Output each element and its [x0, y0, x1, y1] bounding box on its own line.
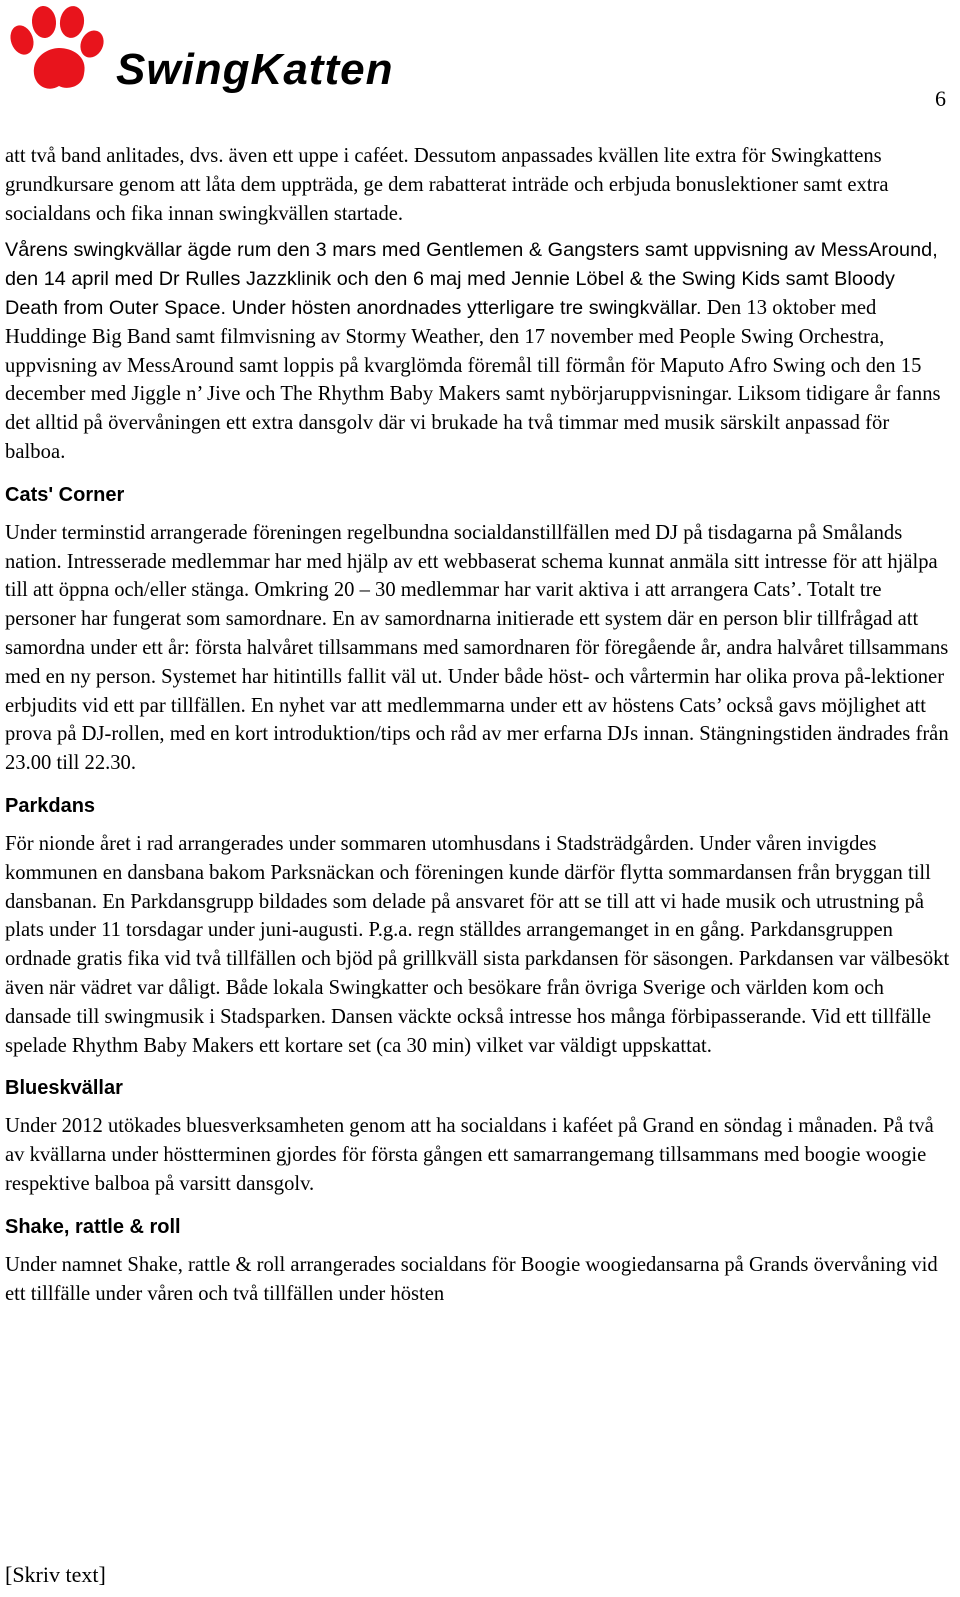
swing-nights-part-b: Den 13 oktober med Huddinge Big Band samt filmvisning av Stormy Weather, den 17 november med People Swing Orchestra, uppvisning av MessAround samt loppis på kvarglömda föremål till förmån för Maputo Afro Swing och den 15 december med Jiggle n’ Jive och The Rhythm Baby Makers samt nybörjaruppvisningar. Liksom tidigare år fanns det alltid på övervåningen ett extra dansgolv där vi brukade ha två timmar med musik särskilt anpassad för balboa.	[5, 296, 941, 463]
swing-nights-part-a: Vårens swingkvällar ägde rum den 3 mars med Gentlemen & Gangsters samt uppvisning av MessAround, den 14 april med Dr Rulles Jazzklinik och den 6 maj med Jennie Löbel & the Swing Kids samt Bloody Death from Outer Space. Under hösten anordnades ytterligare tre swingkvällar.	[5, 239, 938, 319]
swing-nights-paragraph	[5, 236, 950, 466]
page-header	[0, 0, 960, 111]
section-body-shake-rattle-roll: Under namnet Shake, rattle & roll arrangerades socialdans för Boogie woogiedansarna på Grands övervåning vid ett tillfälle under våren och två tillfällen under hösten	[5, 1253, 938, 1305]
section-body-parkdans: För nionde året i rad arrangerades under sommaren utomhusdans i Stadsträdgården. Under våren invigdes kommunen en dansbana bakom Parksnäckan och föreningen kunde därför flytta sommardansen från bryggan till dansbanan. En Parkdansgrupp bildades som delade på ansvaret för att se till att vi hade musik och utrustning på plats under 11 torsdagar under juni-augusti. P.g.a. regn ställdes arrangemanget in en gång. Parkdansgruppen ordnade gratis fika vid två tillfällen och bjöd på grillkväll sista parkdansen för säsongen. Parkdansen var välbesökt även när vädret var dåligt. Både lokala Swingkatter och besökare från övriga Sverige och världen kom och dansade till swingmusik i Stadsparken. Dansen väckte också intresse hos många förbipasserande. Vid ett tillfälle spelade Rhythm Baby Makers ett kortare set (ca 30 min) vilket var väldigt uppskattat.	[5, 832, 950, 1057]
document-body	[5, 142, 950, 1316]
intro-paragraph: att två band anlitades, dvs. även ett uppe i caféet. Dessutom anpassades kvällen lite extra för Swingkattens grundkursare genom att låta dem uppträda, ge dem rabatterat inträde och erbjuda bonuslektioner samt extra socialdans och fika innan swingkvällen startade.	[5, 145, 889, 225]
footer-placeholder: [Skriv text]	[5, 1562, 106, 1587]
page-number: 6	[935, 86, 946, 111]
swingkatten-logo	[4, 4, 424, 94]
paw-print-icon	[7, 4, 108, 88]
section-body-cats-corner: Under terminstid arrangerade föreningen regelbundna socialdanstillfällen med DJ på tisdagarna på Smålands nation. Intresserade medlemmar har med hjälp av ett webbaserat schema kunnat anmäla sitt intresse för att hjälpa till att öppna och/eller stänga. Omkring 20 – 30 medlemmar har varit aktiva i att arrangera Cats’. Totalt tre personer har fungerat som samordnare. En av samordnarna initierade ett system där en person blir tillfrågad att samordna under ett år: första halvåret tillsammans med samordnaren för föregående år, andra halvåret tillsammans med en ny person. Systemet har hitintills fallit väl ut. Under både höst- och vårtermin har olika prova på-lektioner erbjudits vid ett par tillfällen. En nyhet var att medlemmarna under ett av höstens Cats’ också gavs möjlighet att prova på DJ-rollen, med en kort introduktion/tips och råd av mer erfarna DJs innan. Stängningstiden ändrades från 23.00 till 22.30.	[5, 521, 949, 775]
section-heading-cats-corner: Cats' Corner	[5, 483, 125, 506]
logo-wordmark: SwingKatten	[116, 45, 394, 94]
section-heading-parkdans: Parkdans	[5, 794, 96, 817]
section-heading-shake-rattle-roll: Shake, rattle & roll	[5, 1215, 181, 1238]
section-body-blueskvallar: Under 2012 utökades bluesverksamheten genom att ha socialdans i kaféet på Grand en söndag i månaden. På två av kvällarna under höstterminen gjordes för första gången ett samarrangemang tillsammans med boogie woogie respektive balboa på varsitt dansgolv.	[5, 1115, 934, 1195]
section-heading-blueskvallar: Blueskvällar	[5, 1077, 123, 1100]
